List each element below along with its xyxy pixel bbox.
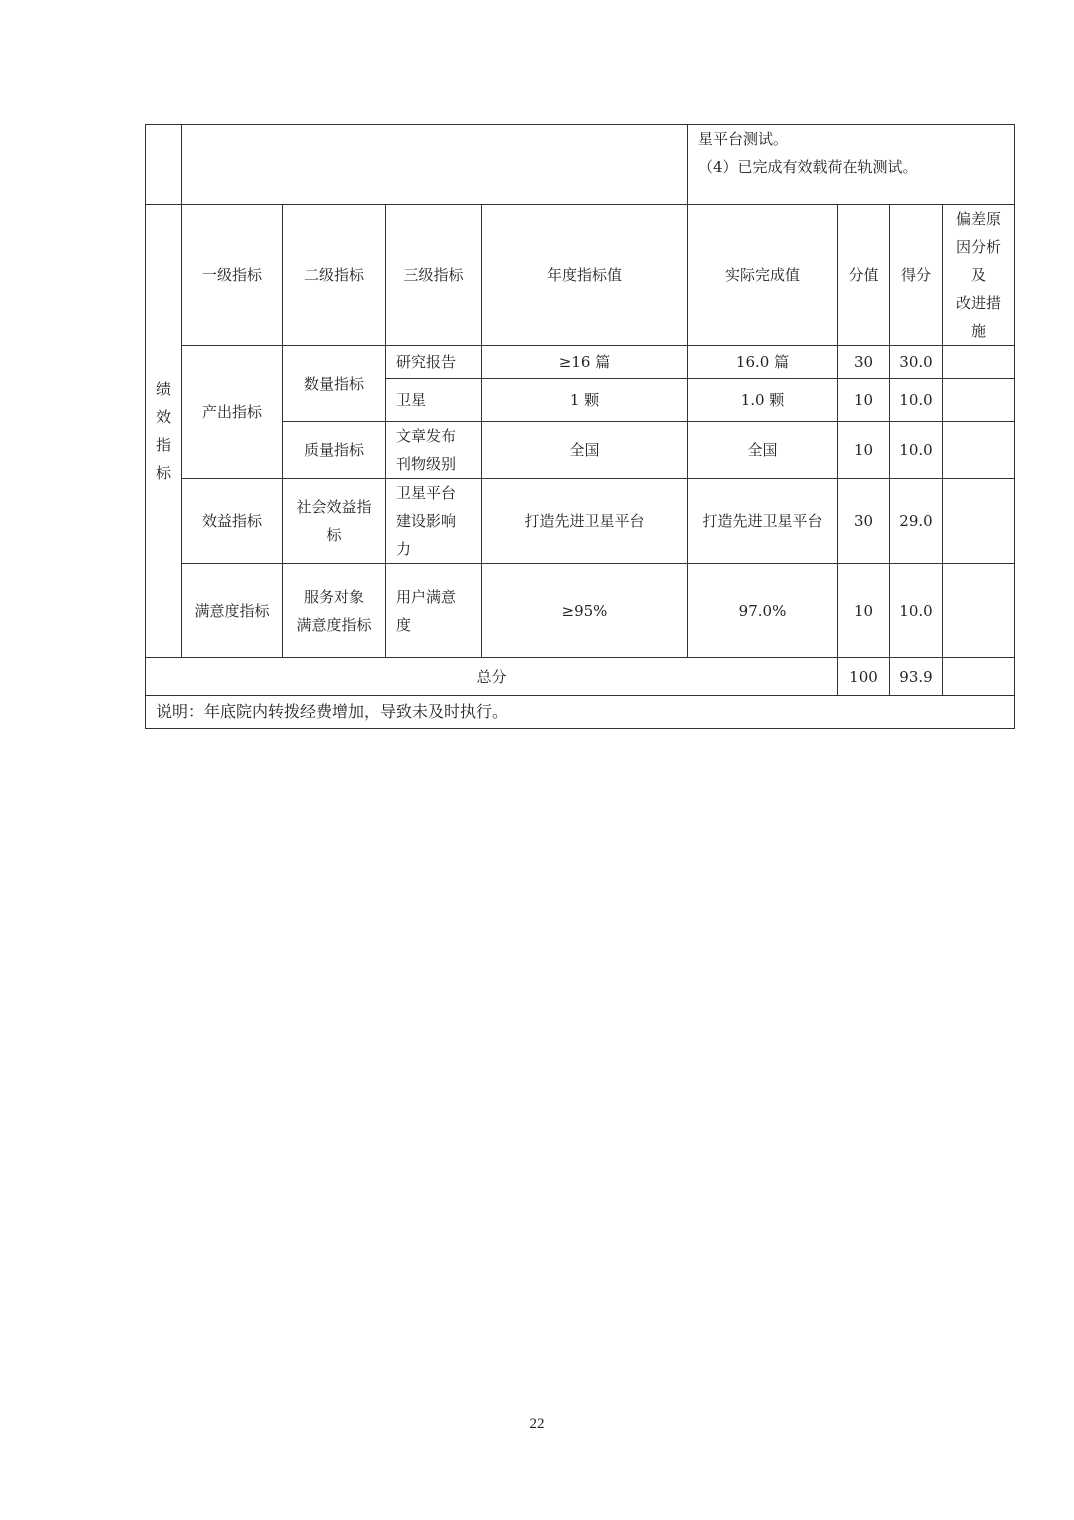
- row-target: 打造先进卫星平台: [482, 479, 688, 564]
- row-deviation: [943, 346, 1015, 379]
- header-actual: 实际完成值: [688, 205, 838, 346]
- row-actual: 打造先进卫星平台: [688, 479, 838, 564]
- row-weight: 30: [838, 479, 890, 564]
- side-label-char: 效: [155, 408, 171, 426]
- continuation-text-cell: [688, 125, 1015, 205]
- continuation-blank-cell: [182, 125, 688, 205]
- note-text: 说明：年底院内转拨经费增加，导致未及时执行。: [146, 696, 1015, 729]
- total-deviation: [943, 658, 1015, 696]
- continuation-side-cell: [146, 125, 182, 205]
- satisfaction-label: 满意度指标: [182, 564, 283, 658]
- row-target: ≥95%: [482, 564, 688, 658]
- page-number: 22: [529, 1416, 545, 1432]
- row-target: 1 颗: [482, 379, 688, 422]
- table-row: [146, 564, 1015, 658]
- social-label: 社会效益指 标: [283, 479, 386, 564]
- side-label-char: 绩: [155, 380, 171, 398]
- output-label: 产出指标: [182, 346, 283, 479]
- row-deviation: [943, 564, 1015, 658]
- row-actual: 16.0 篇: [688, 346, 838, 379]
- quantity-label: 数量指标: [283, 346, 386, 422]
- row-score: 30.0: [890, 346, 943, 379]
- total-label: 总分: [146, 658, 838, 696]
- total-weight: 100: [838, 658, 890, 696]
- total-score: 93.9: [890, 658, 943, 696]
- row-score: 10.0: [890, 564, 943, 658]
- header-deviation: 偏差原 因分析 及 改进措 施: [943, 205, 1015, 346]
- row-level3: 用户满意 度: [386, 564, 482, 658]
- header-row: [146, 205, 1015, 346]
- row-deviation: [943, 379, 1015, 422]
- row-target: 全国: [482, 422, 688, 479]
- header-weight: 分值: [838, 205, 890, 346]
- row-level3: 卫星平台 建设影响 力: [386, 479, 482, 564]
- row-actual: 全国: [688, 422, 838, 479]
- row-weight: 10: [838, 379, 890, 422]
- row-weight: 30: [838, 346, 890, 379]
- performance-table: [145, 124, 1015, 729]
- continuation-line: （4）已完成有效载荷在轨测试。: [698, 158, 918, 176]
- total-row: [146, 658, 1015, 696]
- side-label-cell: [146, 205, 182, 658]
- table-row: [146, 479, 1015, 564]
- row-level3: 文章发布 刊物级别: [386, 422, 482, 479]
- row-score: 10.0: [890, 379, 943, 422]
- row-actual: 97.0%: [688, 564, 838, 658]
- row-score: 29.0: [890, 479, 943, 564]
- row-weight: 10: [838, 564, 890, 658]
- table-row: [146, 346, 1015, 379]
- row-deviation: [943, 422, 1015, 479]
- header-target: 年度指标值: [482, 205, 688, 346]
- header-score: 得分: [890, 205, 943, 346]
- side-label-char: 标: [155, 464, 171, 482]
- row-target: ≥16 篇: [482, 346, 688, 379]
- header-level1: 一级指标: [182, 205, 283, 346]
- side-label-char: 指: [155, 436, 171, 454]
- row-level3: 卫星: [386, 379, 482, 422]
- quality-label: 质量指标: [283, 422, 386, 479]
- service-label: 服务对象 满意度指标: [283, 564, 386, 658]
- continuation-line: 星平台测试。: [698, 130, 789, 148]
- row-actual: 1.0 颗: [688, 379, 838, 422]
- header-level3: 三级指标: [386, 205, 482, 346]
- row-deviation: [943, 479, 1015, 564]
- note-row: [146, 696, 1015, 729]
- header-level2: 二级指标: [283, 205, 386, 346]
- row-level3: 研究报告: [386, 346, 482, 379]
- benefit-label: 效益指标: [182, 479, 283, 564]
- continuation-row: [146, 125, 1015, 205]
- row-score: 10.0: [890, 422, 943, 479]
- row-weight: 10: [838, 422, 890, 479]
